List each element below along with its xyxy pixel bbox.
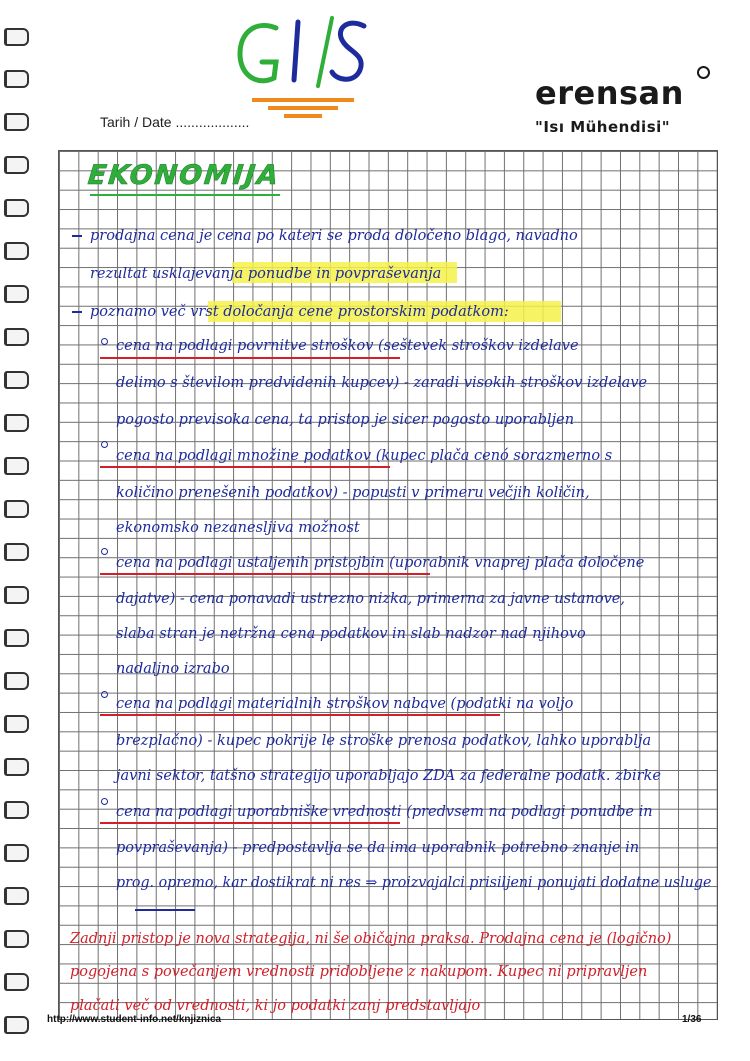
bullet-point — [101, 691, 108, 698]
binding-ring — [4, 28, 29, 46]
bullet-point — [101, 798, 108, 805]
binding-ring — [4, 328, 29, 346]
text-line: ekonomsko nezanesljiva možnost — [116, 520, 360, 536]
binding-ring — [4, 285, 29, 303]
dash-marker — [72, 311, 82, 313]
text-line: javni sektor, tatšno strategijo uporabljajo ZDA za federalne podatk. zbirke — [116, 768, 661, 784]
binding-ring — [4, 887, 29, 905]
text-line: prodajna cena je cena po kateri se proda določeno blago, navadno — [90, 228, 578, 244]
brand-ring-icon — [697, 66, 710, 79]
binding-ring — [4, 70, 29, 88]
text-line: rezultat usklajevanja ponudbe in povpraševanja — [90, 266, 442, 282]
text-line: povpraševanja) - predpostavlja se da ima uporabnik potrebno znanje in — [116, 840, 640, 856]
bullet-point — [101, 548, 108, 555]
binding-ring — [4, 715, 29, 733]
date-field-label: Tarih / Date ................... — [100, 114, 250, 130]
brand-name: erensan — [535, 74, 684, 112]
text-line: slaba stran je netržna cena podatkov in slab nadzor nad njihovo — [116, 626, 586, 642]
text-line: cena na podlagi materialnih stroškov nabave (podatki na voljo — [116, 696, 574, 712]
binding-ring — [4, 414, 29, 432]
binding-ring — [4, 629, 29, 647]
binding-ring — [4, 801, 29, 819]
text-line: cena na podlagi ustaljenih pristojbin (uporabnik vnaprej plača določene — [116, 555, 645, 571]
text-line: cena na podlagi množine podatkov (kupec plača cenó sorazmerno s — [116, 448, 613, 464]
text-line: količino prenešenih podatkov) - popusti v primeru večjih količin, — [116, 485, 590, 501]
text-line: nadaljno izrabo — [116, 661, 230, 677]
end-underline — [135, 909, 195, 911]
footer-url: http://www.student-info.net/knjiznica — [47, 1014, 222, 1025]
text-line: delimo s številom predvidenih kupcev) - zaradi visokih stroškov izdelave — [116, 375, 648, 391]
binding-ring — [4, 844, 29, 862]
dash-marker — [72, 235, 82, 237]
binding-ring — [4, 371, 29, 389]
binding-ring — [4, 156, 29, 174]
text-line: poznamo več vrst določanja cene prostorskim podatkom: — [90, 304, 509, 320]
text-line: cena na podlagi povrnitve stroškov (seštevek stroškov izdelave — [116, 338, 579, 354]
binding-ring — [4, 586, 29, 604]
red-underline — [100, 714, 500, 716]
brand-tagline: "Isı Mühendisi" — [535, 118, 671, 136]
page-number: 1/36 — [682, 1014, 702, 1025]
binding-ring — [4, 543, 29, 561]
text-line: cena na podlagi uporabniške vrednosti (predvsem na podlagi ponudbe in — [116, 804, 653, 820]
binding-ring — [4, 1016, 29, 1034]
note-line: plačati več od vrednosti, ki jo podatki zanj predstavljajo — [70, 998, 481, 1014]
bullet-point — [101, 338, 108, 345]
red-underline — [100, 822, 400, 824]
text-line: brezplačno) - kupec pokrije le stroške prenosa podatkov, lahko uporablja — [116, 733, 652, 749]
binding-ring — [4, 457, 29, 475]
binding-ring — [4, 199, 29, 217]
page-title: EKONOMIJA — [86, 160, 282, 191]
title-underline — [90, 194, 280, 196]
binding-ring — [4, 930, 29, 948]
binding-ring — [4, 672, 29, 690]
note-line: pogojena s povečanjem vrednosti pridobljene z nakupom. Kupec ni pripravljen — [70, 964, 648, 980]
note-line: Zadnji pristop je nova strategija, ni še običajna praksa. Prodajna cena je (logično) — [70, 931, 672, 947]
red-underline — [100, 466, 390, 468]
bullet-point — [101, 441, 108, 448]
text-line: dajatve) - cena ponavadi ustrezno nizka, primerna za javne ustanove, — [116, 591, 625, 607]
binding-ring — [4, 973, 29, 991]
text-line: pogosto previsoka cena, ta pristop je sicer pogosto uporabljen — [116, 412, 575, 428]
gis-logo — [228, 14, 378, 124]
spiral-binding — [4, 0, 26, 1061]
red-underline — [100, 573, 430, 575]
binding-ring — [4, 113, 29, 131]
text-line: prog. opremo, kar dostikrat ni res ⇒ proizvajalci prisiljeni ponujati dodatne usluge — [116, 875, 712, 891]
binding-ring — [4, 242, 29, 260]
binding-ring — [4, 500, 29, 518]
binding-ring — [4, 758, 29, 776]
red-underline — [100, 357, 400, 359]
